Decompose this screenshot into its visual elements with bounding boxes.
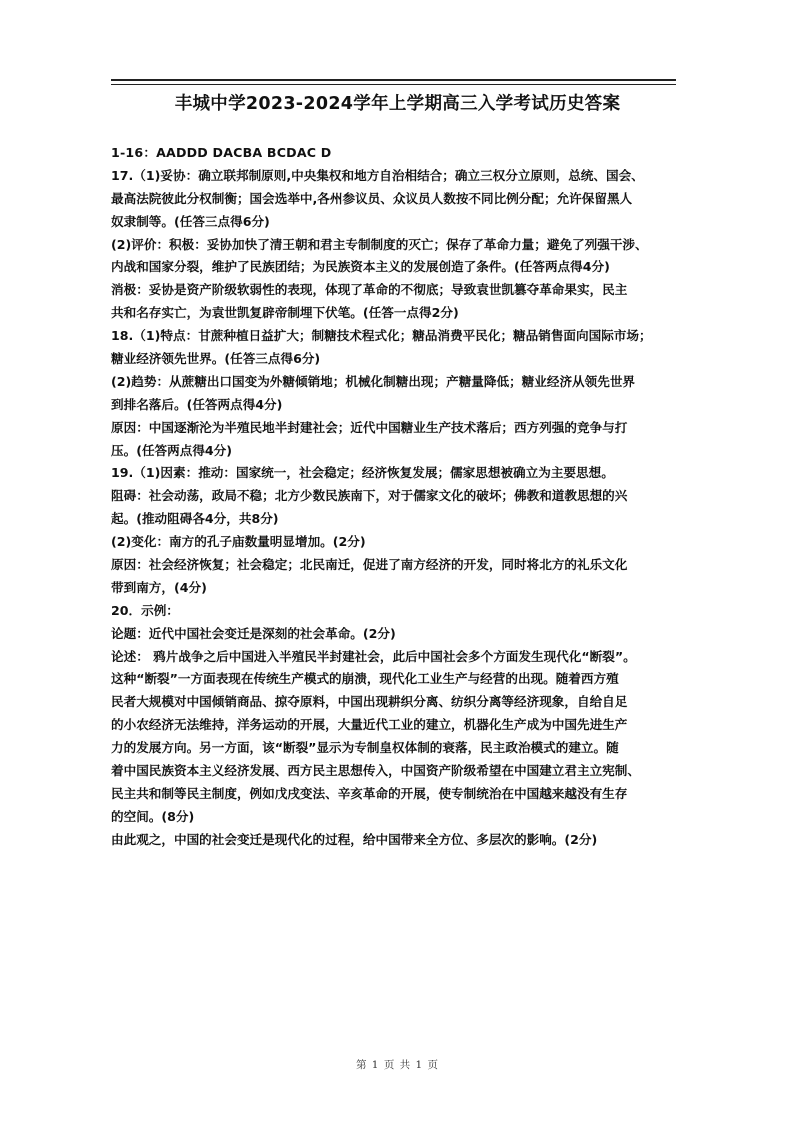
answer-line: (2)评价：积极：妥协加快了清王朝和君主专制制度的灭亡；保存了革命力量；避免了列强干涉、 [111,236,648,252]
answer-line: 这种“断裂”一方面表现在传统生产模式的崩溃，现代化工业生产与经营的出现。随着西方殖 [111,671,619,687]
document-title: 丰城中学2023-2024学年上学期高三入学考试历史答案 [174,94,621,114]
answer-line: 阻碍：社会动荡，政局不稳；北方少数民族南下，对于儒家文化的破坏；佛教和道教思想的兴 [111,488,628,504]
answer-line: 19.（1)因素：推动：国家统一，社会稳定；经济恢复发展；儒家思想被确立为主要思想。 [111,465,614,481]
answer-line: 由此观之，中国的社会变迁是现代化的过程，给中国带来全方位、多层次的影响。(2分) [111,831,598,847]
answer-line: 20．示例： [111,602,179,618]
answer-line: (2)趋势：从蔗糖出口国变为外糖倾销地；机械化制糖出现；产糖量降低；糖业经济从领先世界 [111,373,636,389]
answer-line: 糖业经济领先世界。(任答三点得6分) [111,351,321,367]
answer-line: 论述： 鸦片战争之后中国进入半殖民半封建社会，此后中国社会多个方面发生现代化“断裂”。 [111,648,636,664]
answer-line: 最高法院彼此分权制衡；国会选举中,各州参议员、众议员人数按不同比例分配；允许保留黑人 [111,190,633,206]
answer-line: (2)变化：南方的孔子庙数量明显增加。(2分) [111,534,366,550]
answer-line: 带到南方，(4分) [111,579,207,595]
answer-line: 原因：中国逐渐沦为半殖民地半封建社会；近代中国糖业生产技术落后；西方列强的竞争与打 [111,419,628,435]
answer-line: 的小农经济无法维持，洋务运动的开展，大量近代工业的建立，机器化生产成为中国先进生产 [111,717,628,733]
answer-line: 的空间。(8分) [111,808,195,824]
answer-line: 民主共和制等民主制度，例如戊戌变法、辛亥革命的开展，使专制统治在中国越来越没有生存 [111,785,628,801]
answer-line: 着中国民族资本主义经济发展、西方民主思想传入，中国资产阶级希望在中国建立君主立宪制、 [111,763,640,779]
answer-line: 奴隶制等。(任答三点得6分) [111,213,270,229]
answer-line: 起。(推动阻碍各4分，共8分) [111,511,279,527]
answer-line: 17.（1)妥协：确立联邦制原则,中央集权和地方自治相结合；确立三权分立原则，总统、国会、 [111,167,644,183]
answer-body [111,142,683,852]
answer-line: 民者大规模对中国倾销商品、掠夺原料，中国出现耕织分离、纺织分离等经济现象，自给自足 [111,694,628,710]
answer-line: 到排名落后。(任答两点得4分) [111,396,283,412]
answer-line: 原因：社会经济恢复；社会稳定；北民南迁，促进了南方经济的开发，同时将北方的礼乐文化 [111,557,628,573]
page-number-footer: 第 1 页 共 1 页 [355,1059,440,1071]
answer-line: 共和名存实亡，为袁世凯复辟帝制埋下伏笔。(任答一点得2分) [111,305,459,321]
header-rule-bottom [111,84,676,85]
answer-line: 论题：近代中国社会变迁是深刻的社会革命。(2分) [111,625,396,641]
answer-line: 消极：妥协是资产阶级软弱性的表现，体现了革命的不彻底；导致袁世凯篡夺革命果实，民主 [111,282,628,298]
answer-line: 内战和国家分裂，维护了民族团结；为民族资本主义的发展创造了条件。(任答两点得4分) [111,259,610,275]
header-rule-top [111,79,676,81]
answer-line: 1-16：AADDD DACBA BCDAC D [111,145,332,160]
answer-line: 18.（1)特点：甘蔗种植日益扩大；制糖技术程式化；糖品消费平民化；糖品销售面向国际市场； [111,328,652,344]
answer-line: 压。(任答两点得4分) [111,442,233,458]
answer-line: 力的发展方向。另一方面，该“断裂”显示为专制皇权体制的衰落，民主政治模式的建立。随 [111,740,619,756]
